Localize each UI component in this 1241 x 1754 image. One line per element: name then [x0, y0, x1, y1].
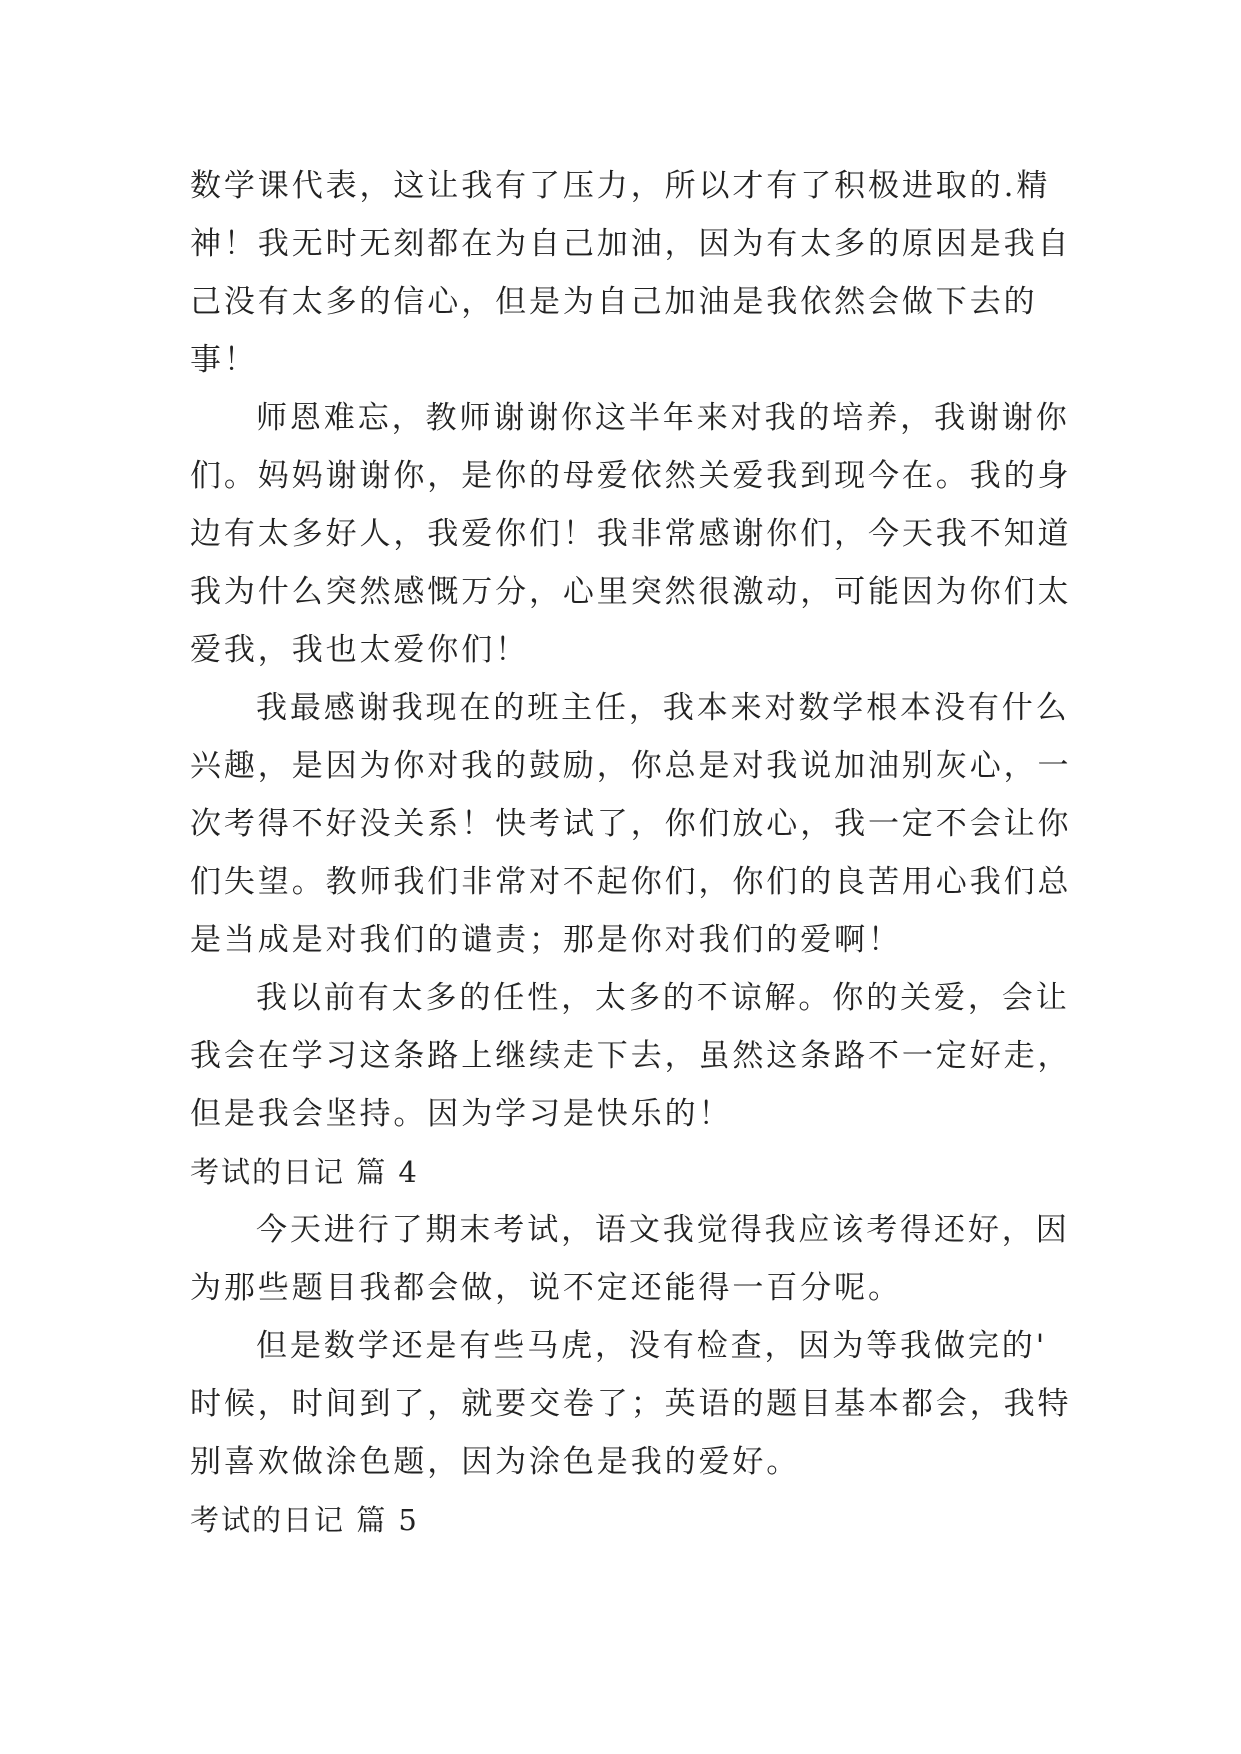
paragraph-line: 为那些题目我都会做，说不定还能得一百分呢。 — [190, 1270, 902, 1306]
section-heading-4: 考试的日记 篇 4 — [190, 1155, 419, 1189]
paragraph-line: 师恩难忘，教师谢谢你这半年来对我的培养，我谢谢你 — [256, 400, 1070, 436]
paragraph-line: 己没有太多的信心，但是为自己加油是我依然会做下去的 — [190, 284, 1038, 320]
paragraph-1 — [190, 157, 1072, 389]
paragraph-line: 神！我无时无刻都在为自己加油，因为有太多的原因是我自 — [190, 226, 1072, 262]
paragraph-6 — [190, 1317, 1072, 1491]
paragraph-line: 事！ — [190, 342, 258, 378]
paragraph-line: 们。妈妈谢谢你，是你的母爱依然关爱我到现今在。我的身 — [190, 458, 1072, 494]
paragraph-line: 今天进行了期末考试，语文我觉得我应该考得还好，因 — [256, 1212, 1070, 1248]
paragraph-line: 我会在学习这条路上继续走下去，虽然这条路不一定好走， — [190, 1038, 1072, 1074]
paragraph-line: 次考得不好没关系！快考试了，你们放心，我一定不会让你 — [190, 806, 1072, 842]
paragraph-line: 数学课代表，这让我有了压力，所以才有了积极进取的.精 — [190, 168, 1051, 204]
paragraph-2 — [190, 389, 1072, 679]
paragraph-line: 但是数学还是有些马虎，没有检查，因为等我做完的' — [256, 1328, 1048, 1364]
document-body — [190, 157, 1072, 1549]
paragraph-line: 时候，时间到了，就要交卷了；英语的题目基本都会，我特 — [190, 1386, 1072, 1422]
paragraph-line: 别喜欢做涂色题，因为涂色是我的爱好。 — [190, 1444, 801, 1480]
paragraph-line: 我最感谢我现在的班主任，我本来对数学根本没有什么 — [256, 690, 1070, 726]
paragraph-line: 但是我会坚持。因为学习是快乐的！ — [190, 1096, 733, 1132]
section-heading-5: 考试的日记 篇 5 — [190, 1503, 419, 1537]
paragraph-line: 是当成是对我们的谴责；那是你对我们的爱啊！ — [190, 922, 902, 958]
paragraph-line: 们失望。教师我们非常对不起你们，你们的良苦用心我们总 — [190, 864, 1072, 900]
paragraph-line: 边有太多好人，我爱你们！我非常感谢你们，今天我不知道 — [190, 516, 1072, 552]
paragraph-line: 我以前有太多的任性，太多的不谅解。你的关爱，会让 — [256, 980, 1070, 1016]
paragraph-line: 爱我，我也太爱你们！ — [190, 632, 529, 668]
paragraph-line: 我为什么突然感慨万分，心里突然很激动，可能因为你们太 — [190, 574, 1072, 610]
paragraph-4 — [190, 969, 1072, 1143]
paragraph-5 — [190, 1201, 1070, 1317]
paragraph-line: 兴趣，是因为你对我的鼓励，你总是对我说加油别灰心，一 — [190, 748, 1072, 784]
paragraph-3 — [190, 679, 1072, 969]
